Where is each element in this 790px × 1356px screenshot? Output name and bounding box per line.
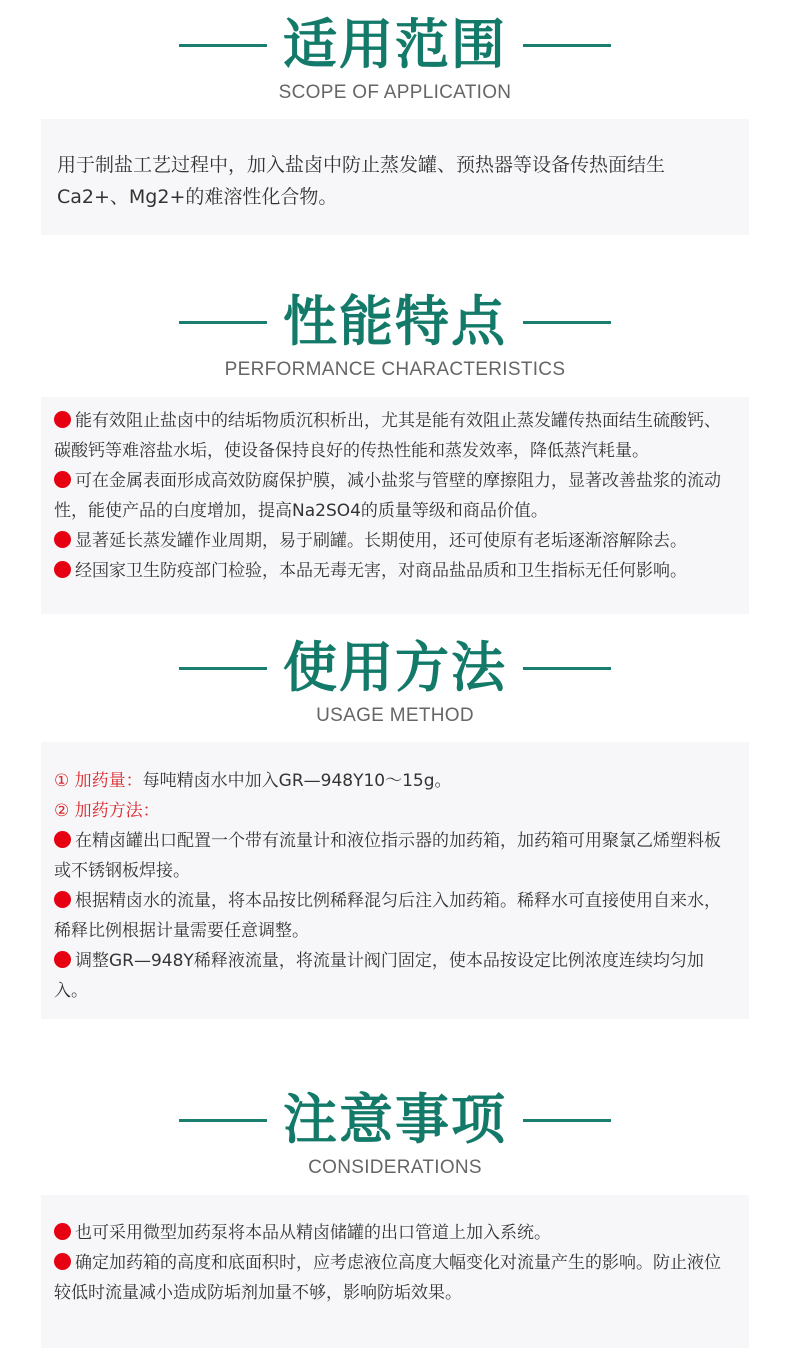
divider-line-right: [523, 1119, 611, 1122]
list-item: 经国家卫生防疫部门检验，本品无毒无害，对商品盐品质和卫生指标无任何影响。: [54, 556, 735, 586]
list-item: 调整GR—948Y稀释液流量，将流量计阀门固定，使本品按设定比例浓度连续均匀加入。: [54, 951, 704, 1001]
scope-panel: [41, 119, 749, 235]
list-item: 显著延长蒸发罐作业周期，易于刷罐。长期使用，还可使原有老垢逐渐溶解除去。: [54, 526, 735, 556]
list-item: 可在金属表面形成高效防腐保护膜，减小盐浆与管壁的摩擦阻力，显著改善盐浆的流动性，能使产品的白度增加，提高Na2SO4的质量等级和商品价值。: [54, 471, 721, 521]
section-heading-performance: [0, 287, 790, 381]
list-item: 也可采用微型加药泵将本品从精卤储罐的出口管道上加入系统。: [54, 1218, 735, 1248]
red-dot-bullet-icon: [54, 1223, 71, 1240]
dosage-line: [54, 766, 735, 796]
scope-paragraph: 用于制盐工艺过程中，加入盐卤中防止蒸发罐、预热器等设备传热面结生Ca2+、Mg2+的难溶性化合物。: [57, 154, 666, 208]
method-line: [54, 796, 735, 826]
red-dot-bullet-icon: [54, 471, 71, 488]
red-dot-bullet-icon: [54, 1253, 71, 1270]
performance-panel: [41, 397, 749, 614]
divider-line-right: [523, 667, 611, 670]
section-heading-usage: [0, 633, 790, 727]
section-subtitle: PERFORMANCE CHARACTERISTICS: [224, 359, 566, 380]
red-dot-bullet-icon: [54, 411, 71, 428]
section-subtitle: USAGE METHOD: [316, 705, 474, 726]
red-dot-bullet-icon: [54, 831, 71, 848]
divider-line-right: [523, 44, 611, 47]
list-item: 在精卤罐出口配置一个带有流量计和液位指示器的加药箱，加药箱可用聚氯乙烯塑料板或不锈钢板焊接。: [54, 831, 721, 881]
section-title: 适用范围: [283, 13, 507, 76]
red-dot-bullet-icon: [54, 951, 71, 968]
section-title: 使用方法: [283, 636, 507, 699]
considerations-panel: [41, 1195, 749, 1348]
usage-panel: [41, 742, 749, 1019]
dosage-label: ① 加药量：: [54, 771, 143, 791]
section-heading-considerations: [0, 1085, 790, 1179]
section-heading-scope: [0, 10, 790, 104]
dosage-value: 每吨精卤水中加入GR—948Y10～15g。: [142, 771, 452, 791]
section-title: 性能特点: [283, 290, 507, 353]
red-dot-bullet-icon: [54, 531, 71, 548]
red-dot-bullet-icon: [54, 561, 71, 578]
list-item: 根据精卤水的流量，将本品按比例稀释混匀后注入加药箱。稀释水可直接使用自来水，稀释比例根据计量需要任意调整。: [54, 891, 721, 941]
section-subtitle: CONSIDERATIONS: [308, 1157, 482, 1178]
divider-line-right: [523, 321, 611, 324]
list-item: 确定加药箱的高度和底面积时，应考虑液位高度大幅变化对流量产生的影响。防止液位较低时流量减小造成防垢剂加量不够，影响防垢效果。: [54, 1253, 721, 1303]
list-item: 能有效阻止盐卤中的结垢物质沉积析出，尤其是能有效阻止蒸发罐传热面结生硫酸钙、碳酸钙等难溶盐水垢，使设备保持良好的传热性能和蒸发效率，降低蒸汽耗量。: [54, 411, 721, 461]
method-label: ② 加药方法：: [54, 801, 160, 821]
red-dot-bullet-icon: [54, 891, 71, 908]
section-subtitle: SCOPE OF APPLICATION: [278, 82, 512, 103]
section-title: 注意事项: [283, 1088, 507, 1151]
